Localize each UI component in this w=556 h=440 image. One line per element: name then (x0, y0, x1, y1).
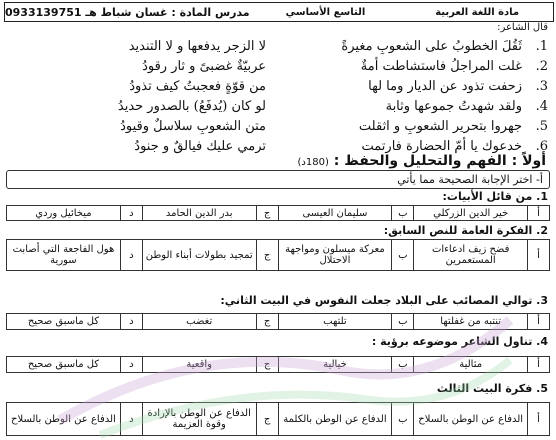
option-letter: د (120, 403, 142, 436)
option-value[interactable]: فضح زيف ادعاءات المستعمرين (414, 240, 528, 271)
option-letter: د (120, 240, 142, 271)
instruction-box (6, 170, 550, 189)
verse-number: 1. (535, 38, 548, 54)
poet-intro: قال الشاعر: (497, 22, 548, 33)
verse-second-hemistich: لا الزجر يدفعها و لا التنديد (128, 38, 266, 54)
option-letter: ج (256, 314, 278, 330)
question-label: 1. من قائل الأبيات: (442, 190, 548, 203)
option-value[interactable]: كل ماسبق صحيح (7, 357, 121, 373)
verse-second-hemistich: عربيّةٌ غضبىً و ثار رقودُ (142, 58, 266, 74)
verse-first-hemistich: ولقد شهدتُ جموعها وثابة (385, 98, 522, 114)
option-value[interactable]: تغضب (142, 314, 256, 330)
option-letter: د (120, 206, 142, 221)
verse-first-hemistich: جهروا بتحرير الشعوبِ و اثقلت (358, 118, 522, 134)
section-time: (180د) (297, 157, 329, 168)
option-letter: أ (528, 206, 550, 221)
options-row (6, 402, 550, 436)
verse-second-hemistich: من قوّةٍ فعجبتُ كيف تذودُ (129, 78, 266, 94)
option-value[interactable]: تلتهب (278, 314, 392, 330)
option-value[interactable]: تنتبه من غفلتها (414, 314, 528, 330)
option-value[interactable]: الدفاع عن الوطن بالسلاح (7, 403, 121, 436)
options-row (6, 356, 550, 373)
verse-number: 6. (535, 138, 548, 154)
verse-line (8, 36, 548, 56)
question-label: 3. توالي المصائب على البلاد جعلت النفوس في البيت الثاني: (220, 294, 548, 307)
section-title-text: أولاً : الفهم والتحليل والحفظ : (333, 153, 546, 169)
header-bar (4, 2, 554, 22)
subject-label: مادة اللغة العربية (435, 6, 520, 18)
verse-second-hemistich: ترمي عليك فيالقٌ و جنودُ (134, 138, 266, 154)
option-value[interactable]: بدر الدين الحامد (142, 206, 256, 221)
option-value[interactable]: معركة ميسلون ومواجهة الاحتلال (278, 240, 392, 271)
option-value[interactable]: خير الدين الزركلي (414, 206, 528, 221)
option-value[interactable]: الدفاع عن الوطن بالإرادة وقوة العزيمة (142, 403, 256, 436)
option-letter: ب (392, 206, 414, 221)
options-row (6, 239, 550, 271)
section-title (298, 153, 546, 169)
verse-second-hemistich: لو كان (يُدفَعُ) بالصدور حديدُ (117, 98, 266, 114)
option-value[interactable]: مثالية (414, 357, 528, 373)
question-label: 5. فكرة البيت الثالث (436, 382, 548, 395)
option-letter: د (120, 314, 142, 330)
option-value[interactable]: خيالية (278, 357, 392, 373)
option-letter: أ (528, 357, 550, 373)
verse-number: 5. (535, 118, 548, 134)
option-value[interactable]: هول الفاجعة التي أصابت سورية (7, 240, 121, 271)
verse-line (8, 56, 548, 76)
option-letter: ج (256, 403, 278, 436)
verse-number: 3. (535, 78, 548, 94)
verse-first-hemistich: غلت المراجلُ فاستشاطت أمةٌ (360, 58, 522, 74)
verse-first-hemistich: ثَقُلَ الخطوبُ على الشعوبِ مغيرةً (341, 38, 522, 54)
question-label: 4. تناول الشاعر موضوعه برؤية : (371, 335, 548, 348)
options-row (6, 205, 550, 221)
verse-line (8, 76, 548, 96)
verse-number: 4. (535, 98, 548, 114)
option-value[interactable]: تمجيد بطولات أبناء الوطن (142, 240, 256, 271)
verse-number: 2. (535, 58, 548, 74)
option-letter: ب (392, 240, 414, 271)
option-value[interactable]: الدفاع عن الوطن بالسلاح (414, 403, 528, 436)
grade-label: التاسع الأساسي (285, 6, 366, 18)
question-label: 2. الفكرة العامة للنص السابق: (383, 224, 548, 237)
option-letter: أ (528, 314, 550, 330)
option-letter: د (120, 357, 142, 373)
options-row (6, 313, 550, 330)
option-letter: ب (392, 357, 414, 373)
option-value[interactable]: ميخائيل وردي (7, 206, 121, 221)
option-value[interactable]: سليمان العيسى (278, 206, 392, 221)
option-letter: ج (256, 206, 278, 221)
verse-line (8, 116, 548, 136)
teacher-label: مدرس المادة : غسان شباط هـ 0933139751 (5, 5, 250, 19)
option-letter: ج (256, 357, 278, 373)
option-letter: أ (528, 240, 550, 271)
option-letter: ب (392, 403, 414, 436)
option-letter: ب (392, 314, 414, 330)
verse-first-hemistich: خدعوك يا أمّ الحضارة فارتمت (361, 138, 522, 154)
poem-verses (8, 36, 548, 156)
verse-second-hemistich: متن الشعوبِ سلاسلٌ وقيودُ (120, 118, 266, 134)
option-value[interactable]: واقعية (142, 357, 256, 373)
option-letter: أ (528, 403, 550, 436)
option-value[interactable]: الدفاع عن الوطن بالكلمة (278, 403, 392, 436)
verse-line (8, 96, 548, 116)
option-letter: ج (256, 240, 278, 271)
verse-first-hemistich: زحفت تذود عن الديار وما لها (368, 78, 522, 94)
instruction-text: أ- اختر الإجابة الصحيحة مما يأتي (397, 173, 543, 186)
option-value[interactable]: كل ماسبق صحيح (7, 314, 121, 330)
